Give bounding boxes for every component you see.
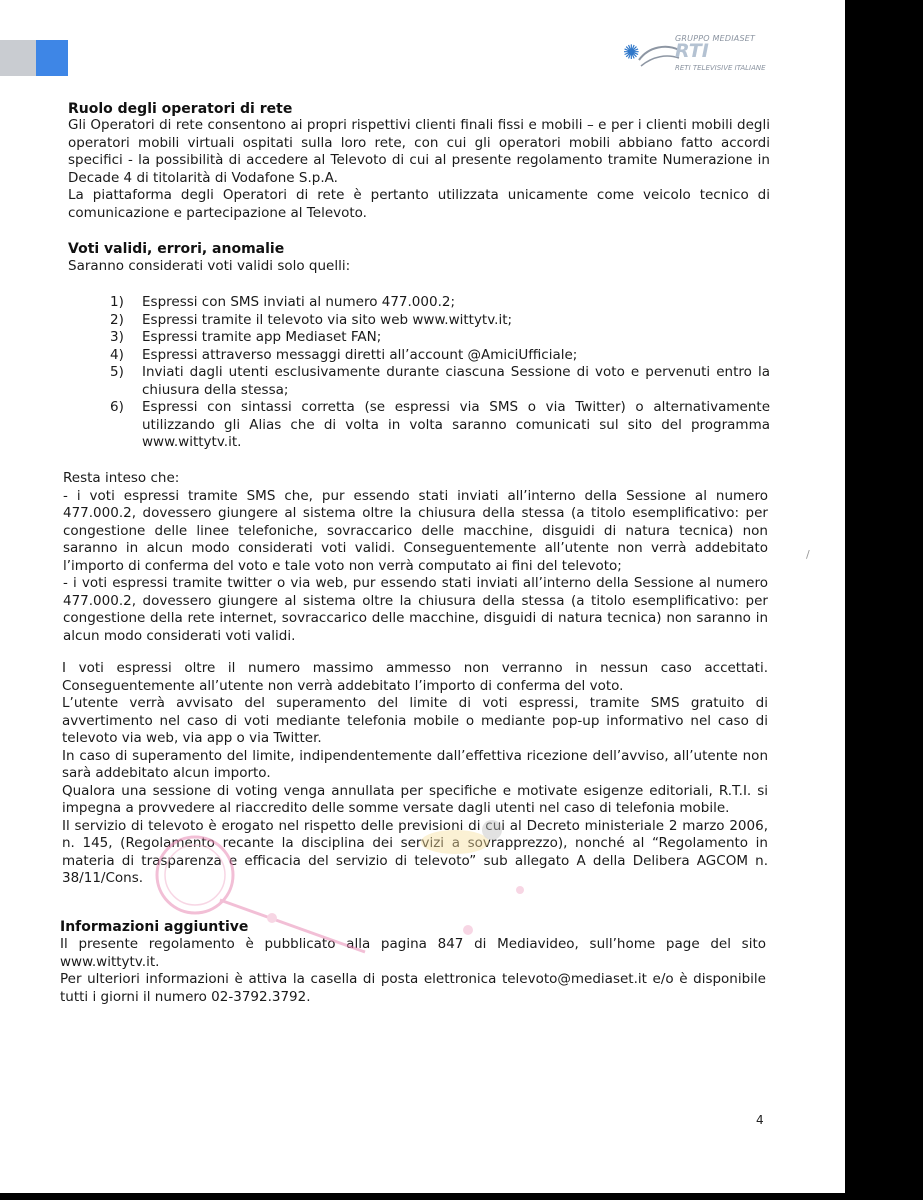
section-ruolo-body bbox=[68, 117, 770, 222]
logo-rti-text: RTI bbox=[675, 40, 709, 62]
paragraph: - i voti espressi tramite twitter o via web, pur essendo stati inviati all’interno della Sessione al numero 477.000.2, dovessero giungere al sistema oltre la chiusura della stessa (a titolo esemplificativo: per congestione della rete internet, sovraccarico delle macchine, disguidi di natura tecnica) non saranno in alcun modo considerati voti validi. bbox=[63, 575, 768, 644]
paragraph: - i voti espressi tramite SMS che, pur essendo stati inviati all’interno della Sessione al numero 477.000.2, dovessero giungere al sistema oltre la chiusura della stessa (a titolo esemplificativo: per congestione delle linee telefoniche, sovraccarico delle macchine, disguidi di natura tecnica) non saranno in alcun modo considerati voti validi. Conseguentemente all’utente non verrà addebitato l’importo di conferma del voto e tale voto non verrà computato ai fini del televoto; bbox=[63, 487, 768, 574]
paragraph: Il presente regolamento è pubblicato alla pagina 847 di Mediavideo, sull’home page del sito www.wittytv.it. bbox=[60, 936, 766, 970]
list-item: 1) Espressi con SMS inviati al numero 477.000.2; bbox=[110, 294, 456, 310]
watermark-stamp bbox=[150, 790, 550, 960]
paragraph: Gli Operatori di rete consentono ai propri rispettivi clienti finali fissi e mobili – e per i clienti mobili degli operatori mobili virtuali ospitati sulla loro rete, con cui gli operatori mobili abbiano fatto accordi specifici - la possibilità di accedere al Televoto di cui al presente regolamento tramite Numerazione in Decade 4 di titolarità di Vodafone S.p.A. bbox=[68, 117, 770, 186]
rti-logo bbox=[623, 34, 773, 78]
paragraph: Resta inteso che: bbox=[63, 470, 180, 486]
paragraph: Saranno considerati voti validi solo quelli: bbox=[68, 258, 351, 274]
list-item: 2) Espressi tramite il televoto via sito web www.wittytv.it; bbox=[110, 311, 513, 328]
corner-mark-blue bbox=[36, 40, 68, 76]
paragraph: In caso di superamento del limite, indipendentemente dall’effettiva ricezione dell’avviso, all’utente non sarà addebitato alcun importo. bbox=[62, 747, 768, 781]
list-item: 5) Inviati dagli utenti esclusivamente durante ciascuna Sessione di voto e pervenuti entro la chiusura della stessa; bbox=[110, 364, 770, 398]
paragraph: Per ulteriori informazioni è attiva la casella di posta elettronica televoto@mediaset.it e/o è disponibile tutti i giorni il numero 02-3792.3792. bbox=[60, 971, 766, 1005]
paragraph: Qualora una sessione di voting venga annullata per specifiche e motivate esigenze editoriali, R.T.I. si impegna a provvedere al riaccredito delle somme versate dagli utenti nel caso di telefonia mobile. bbox=[62, 782, 768, 816]
heading-ruolo-operatori: Ruolo degli operatori di rete bbox=[68, 101, 293, 117]
logo-group-text: GRUPPO MEDIASET bbox=[675, 34, 756, 43]
heading-voti-validi: Voti validi, errori, anomalie bbox=[68, 241, 285, 257]
section-resta-inteso bbox=[63, 470, 768, 645]
list-item: 3) Espressi tramite app Mediaset FAN; bbox=[110, 329, 382, 345]
paragraph: L’utente verrà avvisato del superamento del limite di voti espressi, tramite SMS gratuito di avvertimento nel caso di voti mediante telefonia mobile o mediante pop-up informativo nel caso di televoto via web, via app o via Twitter. bbox=[62, 695, 768, 746]
list-item: 6) Espressi con sintassi corretta (se espressi via SMS o via Twitter) o alternativamente utilizzando gli Alias che di volta in volta saranno comunicati sul sito del programma www.wittytv.it. bbox=[110, 399, 770, 450]
heading-informazioni: Informazioni aggiuntive bbox=[60, 919, 249, 935]
paragraph: La piattaforma degli Operatori di rete è pertanto utilizzata unicamente come veicolo tecnico di comunicazione e partecipazione al Televoto. bbox=[68, 187, 770, 221]
corner-mark-grey bbox=[0, 40, 36, 76]
paragraph: I voti espressi oltre il numero massimo ammesso non verranno in nessun caso accettati. Conseguentemente all’utente non verrà addebitato l’importo di conferma del voto. bbox=[62, 660, 768, 694]
gear-icon: ✺ bbox=[623, 40, 640, 64]
section-voti-intro bbox=[68, 258, 770, 276]
list-item: 4) Espressi attraverso messaggi diretti all’account @AmiciUfficiale; bbox=[110, 346, 578, 363]
stray-mark: / bbox=[806, 548, 810, 561]
paragraph: Il servizio di televoto è erogato nel rispetto delle previsioni di cui al Decreto ministeriale 2 marzo 2006, n. 145, (Regolamento recante la disciplina dei servizi a sovrapprezzo), nonché al “Regolamento in materia di trasparenza e efficacia del servizio di televoto” sub allegato A della Delibera AGCOM n. 38/11/Cons. bbox=[62, 817, 768, 886]
logo-subtitle-text: RETI TELEVISIVE ITALIANE bbox=[675, 64, 766, 72]
page-number: 4 bbox=[756, 1113, 764, 1127]
valid-votes-list bbox=[110, 294, 770, 452]
